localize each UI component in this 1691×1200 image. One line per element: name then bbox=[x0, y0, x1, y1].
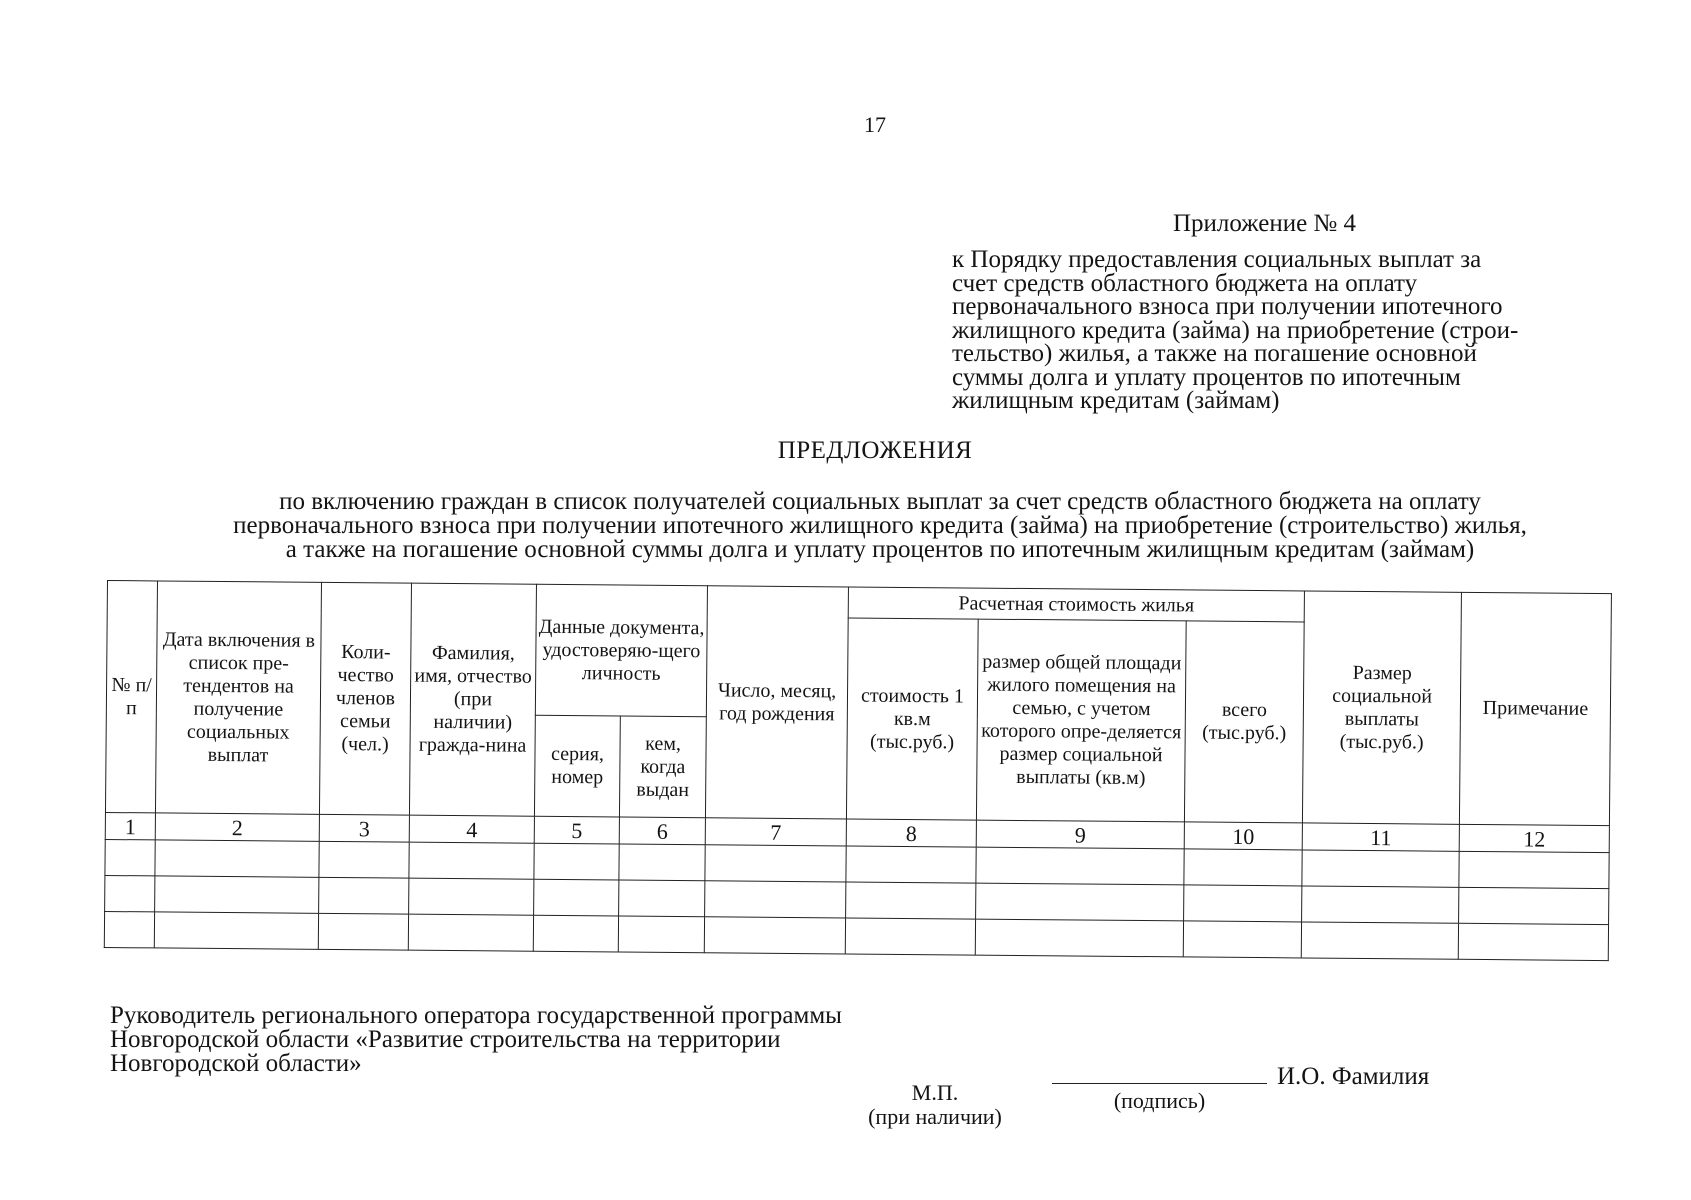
signatory-position-line: Руководитель регионального оператора государственной программы bbox=[110, 1002, 842, 1029]
column-number: 2 bbox=[155, 813, 319, 841]
document-subtitle-line: первоначального взноса при получении ипотечного жилищного кредита (займа) на приобретение (строительство) жилья, bbox=[233, 512, 1527, 539]
table-cell bbox=[1184, 885, 1302, 922]
col-number-header: № п/п bbox=[105, 581, 157, 813]
table-cell bbox=[704, 917, 845, 954]
stamp-note: (при наличии) bbox=[868, 1104, 1002, 1129]
table-cell bbox=[618, 916, 704, 953]
table-cell bbox=[619, 880, 705, 917]
column-number: 7 bbox=[705, 818, 846, 846]
stamp-label: М.П. bbox=[911, 1080, 959, 1105]
table-cell bbox=[705, 881, 846, 918]
table-cell bbox=[1183, 921, 1301, 958]
table-cell bbox=[1302, 886, 1459, 923]
signer-name: И.О. Фамилия bbox=[1277, 1063, 1430, 1090]
col-id-issued-header: кем, когда выдан bbox=[619, 716, 706, 818]
table-cell bbox=[154, 912, 318, 949]
table-cell bbox=[1458, 923, 1608, 960]
table-cell bbox=[534, 843, 619, 880]
table-cell bbox=[846, 846, 976, 883]
table-cell bbox=[976, 883, 1184, 921]
document-title: ПРЕДЛОЖЕНИЯ bbox=[777, 437, 973, 464]
table-cell bbox=[1459, 887, 1609, 924]
appendix-subtitle-line: к Порядку предоставления социальных выплат за bbox=[952, 246, 1482, 273]
col-cost-per-sqm-header: стоимость 1 кв.м (тыс.руб.) bbox=[846, 618, 978, 820]
table-cell bbox=[705, 845, 846, 882]
table-cell bbox=[105, 875, 155, 911]
col-inclusion-date-header: Дата включения в список пре-тендентов на получение социальных выплат bbox=[155, 581, 321, 814]
document-subtitle-line: а также на погашение основной суммы долга и уплату процентов по ипотечным жилищным кредитам (займам) bbox=[285, 536, 1475, 563]
table-cell bbox=[319, 841, 409, 878]
appendix-subtitle-line: жилищным кредитам (займам) bbox=[952, 387, 1280, 414]
column-number: 8 bbox=[846, 819, 976, 847]
document-subtitle bbox=[100, 490, 1660, 562]
col-full-name-header: Фамилия, имя, отчество (при наличии) гражда-нина bbox=[409, 583, 536, 816]
stamp-placeholder bbox=[860, 1081, 1010, 1129]
table-cell bbox=[319, 877, 409, 914]
col-note-header: Примечание bbox=[1459, 592, 1611, 825]
appendix-title: Приложение № 4 bbox=[1173, 210, 1357, 237]
col-family-members-header: Коли-чество членов семьи (чел.) bbox=[319, 582, 411, 815]
column-number: 5 bbox=[534, 816, 619, 844]
table-cell bbox=[409, 878, 534, 915]
col-housing-cost-header: Расчетная стоимость жилья bbox=[848, 587, 1304, 622]
col-area-size-header: размер общей площади жилого помещения на семью, с учетом которого опре-деляется размер социальной выплаты (кв.м) bbox=[976, 619, 1186, 822]
table-cell bbox=[318, 913, 408, 950]
table-cell bbox=[155, 876, 319, 913]
table-cell bbox=[1302, 850, 1459, 887]
table-cell bbox=[845, 918, 975, 955]
col-payment-size-header: Размер социальной выплаты (тыс.руб.) bbox=[1302, 591, 1461, 824]
signatory-position-line: Новгородской области «Развитие строительства на территории bbox=[110, 1026, 781, 1053]
proposals-table bbox=[104, 580, 1612, 961]
table-cell bbox=[976, 847, 1184, 885]
col-total-header: всего (тыс.руб.) bbox=[1184, 621, 1304, 823]
document-subtitle-line: по включению граждан в список получателей социальных выплат за счет средств областного бюджета на оплату bbox=[279, 488, 1481, 515]
table-cell bbox=[619, 844, 705, 881]
appendix-subtitle-line: первоначального взноса при получении ипотечного bbox=[952, 293, 1503, 320]
signature-line bbox=[1052, 1083, 1267, 1084]
signature-label: (подпись) bbox=[1113, 1088, 1206, 1113]
table-cell bbox=[1184, 849, 1302, 886]
table-cell bbox=[155, 840, 319, 877]
appendix-subtitle-line: тельство) жилья, а также на погашение основной bbox=[952, 340, 1477, 367]
table-cell bbox=[1459, 851, 1609, 888]
column-number: 4 bbox=[409, 815, 534, 843]
column-number: 6 bbox=[619, 817, 705, 845]
table-cell bbox=[1301, 922, 1458, 959]
column-number: 10 bbox=[1184, 822, 1302, 850]
signatory-position-line: Новгородской области» bbox=[110, 1050, 362, 1077]
table-cell bbox=[105, 839, 155, 875]
col-id-series-header: серия, номер bbox=[534, 715, 620, 817]
column-number: 9 bbox=[976, 820, 1184, 849]
col-id-document-header: Данные документа, удостоверяю-щего личность bbox=[535, 584, 707, 716]
appendix-subtitle-line: суммы долга и уплату процентов по ипотечным bbox=[952, 363, 1461, 391]
table-cell bbox=[408, 914, 533, 951]
appendix-subtitle-line: счет средств областного бюджета на оплату bbox=[952, 269, 1418, 297]
table-cell bbox=[975, 919, 1183, 957]
column-number: 3 bbox=[319, 814, 409, 842]
table-cell bbox=[533, 915, 618, 952]
appendix-subtitle bbox=[952, 248, 1602, 413]
appendix-subtitle-line: жилищного кредита (займа) на приобретение (строи- bbox=[952, 316, 1519, 344]
signatory-position bbox=[110, 1004, 842, 1076]
table-cell bbox=[409, 842, 534, 879]
table-cell bbox=[534, 879, 619, 916]
table-cell bbox=[846, 882, 976, 919]
column-number: 1 bbox=[105, 812, 155, 839]
table-cell bbox=[104, 911, 154, 947]
col-birth-date-header: Число, месяц, год рождения bbox=[705, 586, 848, 819]
column-number: 11 bbox=[1302, 823, 1459, 851]
column-number: 12 bbox=[1459, 824, 1609, 852]
page-number: 17 bbox=[864, 112, 886, 137]
